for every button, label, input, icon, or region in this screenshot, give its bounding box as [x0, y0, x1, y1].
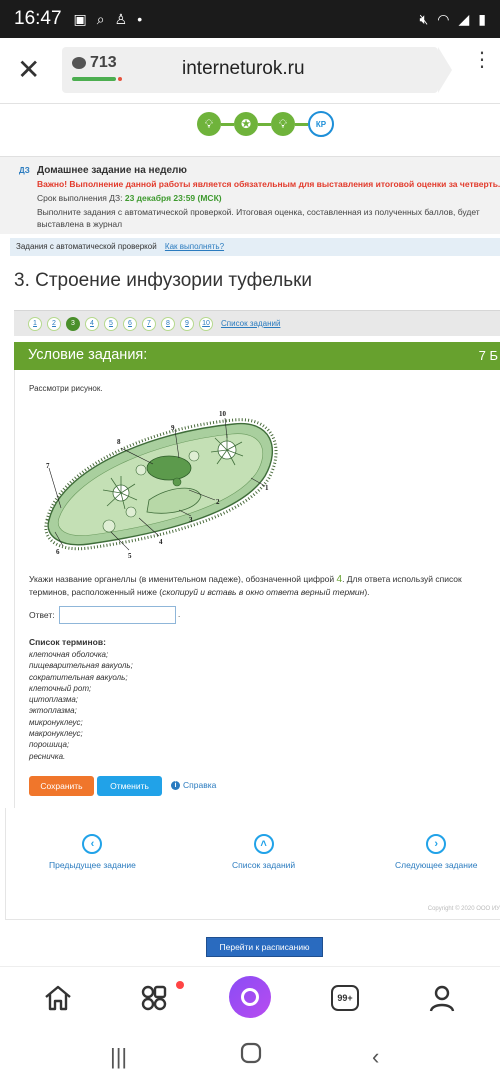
message-progress-bar	[72, 77, 116, 81]
deadline-value: 23 декабря 23:59 (МСК)	[124, 193, 222, 203]
condition-title: Условие задания:	[28, 347, 148, 363]
homework-notice	[0, 156, 500, 234]
term-item: ресничка.	[29, 751, 66, 761]
chevron-left-icon: ‹	[82, 834, 102, 854]
app-bottom-bar	[0, 966, 500, 1028]
browser-menu-icon[interactable]: ⋮	[472, 49, 492, 71]
step-control-work[interactable]: КР	[308, 111, 334, 137]
page-title: 3. Строение инфузории туфельки	[14, 270, 313, 291]
info-icon: i	[171, 781, 180, 790]
term-item: цитоплазма;	[29, 695, 79, 705]
terms-title: Список терминов:	[29, 637, 106, 647]
figure-label: 6	[56, 548, 60, 556]
prev-task-link[interactable]	[49, 834, 136, 870]
homework-warning: Важно! Выполнение данной работы является обязательным для выставления итоговой оценки за четверть.	[37, 179, 500, 189]
figure-label: 9	[171, 424, 175, 432]
address-bar[interactable]	[62, 47, 438, 93]
homework-title: Домашнее задание на неделю	[37, 165, 187, 176]
notification-icon: ▣	[73, 10, 87, 27]
chevron-right-icon: ›	[426, 834, 446, 854]
search-icon: ⌕	[96, 10, 105, 27]
term-item: макронуклеус;	[29, 729, 83, 739]
how-to-link[interactable]: Как выполнять?	[164, 242, 225, 251]
signal-icon: ◢	[458, 10, 470, 27]
answer-label: Ответ:	[29, 610, 55, 620]
task-list-link[interactable]: Список заданий	[221, 319, 281, 328]
close-tab-button[interactable]: ✕	[17, 54, 41, 85]
battery-icon: ▮	[478, 10, 486, 27]
question-text: . Для ответа используй список терминов, расположенный ниже (	[29, 574, 462, 597]
recent-apps-icon[interactable]: |||	[110, 1044, 128, 1069]
figure-label: 7	[46, 462, 50, 470]
auto-check-bar	[10, 238, 500, 256]
home-icon[interactable]	[41, 981, 75, 1015]
help-label: Справка	[183, 780, 217, 790]
prev-task-label: Предыдущее задание	[49, 860, 136, 870]
points-label: 7 Б	[478, 348, 498, 363]
cancel-button[interactable]: Отменить	[97, 776, 162, 796]
term-item: клеточная оболочка;	[29, 650, 109, 659]
figure-label: 10	[219, 410, 226, 418]
homework-deadline	[37, 193, 222, 203]
step-connector	[258, 123, 271, 126]
term-item: клеточный рот;	[29, 683, 92, 693]
term-item: порошица;	[29, 740, 70, 750]
paramecium-figure	[29, 408, 286, 566]
chat-bubble-icon	[72, 57, 86, 69]
clock: 16:47	[14, 8, 62, 29]
tabs-counter[interactable]: 99+	[331, 985, 359, 1011]
condition-header	[14, 342, 500, 370]
figure-label: 2	[216, 498, 220, 506]
next-task-label: Следующее задание	[395, 860, 478, 870]
term-item: эктоплазма;	[29, 706, 77, 716]
page-number-9[interactable]: 9	[180, 317, 194, 331]
page-number-10[interactable]: 10	[199, 317, 213, 331]
task-prompt: Рассмотри рисунок.	[29, 384, 103, 393]
task-list-link[interactable]	[232, 834, 295, 870]
question-text: ).	[364, 587, 370, 597]
message-counter[interactable]	[72, 54, 117, 72]
term-item: сократительная вакуоль;	[29, 672, 128, 682]
step-bulb-icon[interactable]: 💡︎	[271, 112, 295, 136]
figure-label: 8	[117, 438, 121, 446]
chevron-up-icon: ˄	[254, 834, 274, 854]
go-to-schedule-button[interactable]: Перейти к расписанию	[206, 937, 323, 957]
mute-icon: 🔇︎	[419, 10, 429, 27]
answer-dot: .	[178, 610, 181, 619]
wifi-icon: ◠	[437, 10, 450, 27]
figure-label: 5	[128, 552, 132, 560]
copyright: Copyright © 2020 ООО ИУ	[427, 906, 500, 912]
help-link[interactable]	[171, 780, 216, 790]
page-number-4[interactable]: 4	[85, 317, 99, 331]
alice-icon	[241, 988, 259, 1006]
task-question	[29, 573, 489, 598]
notification-dot	[176, 981, 184, 989]
figure-label: 3	[189, 516, 193, 524]
page-number-1[interactable]: 1	[28, 317, 42, 331]
page-number-8[interactable]: 8	[161, 317, 175, 331]
auto-check-label: Задания с автоматической проверкой	[16, 242, 157, 251]
page-number-5[interactable]: 5	[104, 317, 118, 331]
task-content	[14, 370, 500, 808]
home-button-icon[interactable]	[240, 1042, 262, 1070]
figure-label: 4	[159, 538, 163, 546]
alice-assistant-button[interactable]	[229, 976, 271, 1018]
page-number-3[interactable]: 3	[66, 317, 80, 331]
next-task-link[interactable]	[395, 834, 477, 870]
message-count: 713	[90, 54, 117, 71]
step-bulb-icon[interactable]: 💡︎	[197, 112, 221, 136]
step-connector	[295, 123, 308, 126]
profile-icon[interactable]	[425, 981, 459, 1015]
lesson-steps	[197, 111, 334, 137]
browser-toolbar	[0, 38, 500, 104]
question-text: Укажи название органеллы (в именительном падеже), обозначенной цифрой	[29, 574, 337, 584]
step-connector	[221, 123, 234, 126]
back-icon[interactable]: ‹	[372, 1044, 380, 1069]
services-icon[interactable]	[137, 981, 171, 1015]
answer-input[interactable]	[59, 606, 176, 624]
homework-description: Выполните задания с автоматической проверкой. Итоговая оценка, составленная из полученных баллов, будет выставлена в журнал	[37, 207, 480, 229]
question-hint: скопируй и вставь в окно ответа верный термин	[162, 587, 365, 597]
terms-list	[29, 649, 133, 762]
task-pagination	[14, 310, 500, 336]
term-item: пищеварительная вакуоль;	[29, 661, 133, 671]
page-number-2[interactable]: 2	[47, 317, 61, 331]
figure-label: 1	[265, 484, 269, 492]
term-item: микронуклеус;	[29, 717, 83, 727]
system-navigation	[0, 1028, 500, 1083]
save-button[interactable]: Сохранить	[29, 776, 94, 796]
url-text: interneturok.ru	[182, 58, 305, 79]
task-navigation	[5, 808, 500, 920]
app-icon: ♙	[114, 10, 128, 27]
step-medal-icon[interactable]: ✪	[234, 112, 258, 136]
page-number-7[interactable]: 7	[142, 317, 156, 331]
question-number: 4	[336, 574, 343, 585]
more-notifications-dot: •	[137, 11, 143, 27]
task-list-label: Список заданий	[232, 860, 296, 870]
page-number-6[interactable]: 6	[123, 317, 137, 331]
status-bar	[0, 0, 500, 38]
deadline-label: Срок выполнения ДЗ:	[37, 193, 125, 203]
homework-tag: ДЗ	[19, 166, 30, 175]
